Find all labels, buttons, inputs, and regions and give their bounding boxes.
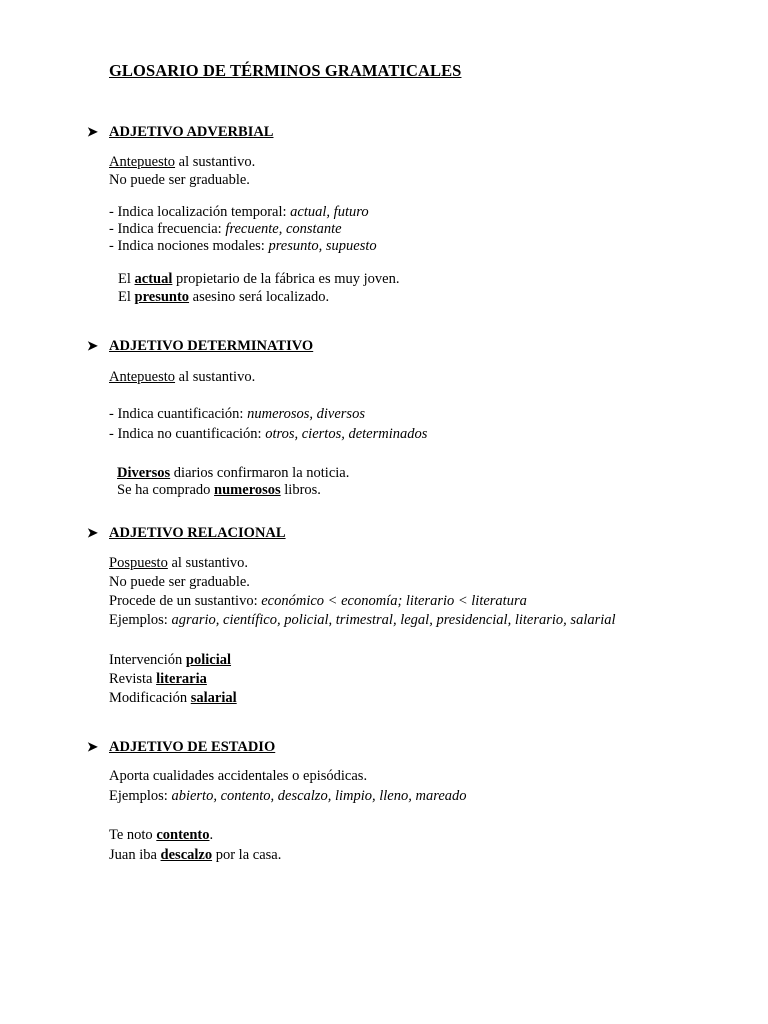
text-line: Antepuesto al sustantivo. bbox=[109, 154, 256, 170]
example-sentence: Revista literaria bbox=[109, 671, 207, 687]
arrow-bullet-icon: ➤ bbox=[87, 525, 98, 540]
arrow-bullet-icon: ➤ bbox=[87, 338, 98, 353]
text-line: Aporta cualidades accidentales o episódicas. bbox=[109, 768, 368, 784]
section-heading-relacional: ➤ ADJETIVO RELACIONAL bbox=[87, 525, 286, 541]
section-heading-estadio: ➤ ADJETIVO DE ESTADIO bbox=[87, 739, 276, 755]
example-sentence: El presunto asesino será localizado. bbox=[118, 289, 330, 305]
section-heading-determinativo: ➤ ADJETIVO DETERMINATIVO bbox=[87, 338, 314, 354]
arrow-bullet-icon: ➤ bbox=[87, 739, 98, 754]
text-line: - Indica frecuencia: frecuente, constante bbox=[109, 221, 342, 237]
text-line: - Indica localización temporal: actual, futuro bbox=[109, 204, 369, 220]
text-line: Antepuesto al sustantivo. bbox=[109, 369, 256, 385]
text-line: No puede ser graduable. bbox=[109, 574, 250, 590]
example-sentence: Se ha comprado numerosos libros. bbox=[117, 482, 321, 498]
text-line: - Indica nociones modales: presunto, supuesto bbox=[109, 238, 377, 254]
text-line: - Indica cuantificación: numerosos, diversos bbox=[109, 406, 365, 422]
arrow-bullet-icon: ➤ bbox=[87, 124, 98, 139]
example-sentence: Te noto contento. bbox=[109, 827, 214, 843]
example-sentence: Intervención policial bbox=[109, 652, 232, 668]
text-line: - Indica no cuantificación: otros, ciertos, determinados bbox=[109, 426, 428, 442]
example-sentence: Modificación salarial bbox=[109, 690, 237, 706]
example-sentence: El actual propietario de la fábrica es muy joven. bbox=[118, 271, 400, 287]
text-line: No puede ser graduable. bbox=[109, 172, 250, 188]
text-line: Pospuesto al sustantivo. bbox=[109, 555, 248, 571]
text-line: Ejemplos: abierto, contento, descalzo, limpio, lleno, mareado bbox=[109, 788, 467, 804]
text-line: Procede de un sustantivo: económico < economía; literario < literatura bbox=[109, 593, 527, 609]
example-sentence: Diversos diarios confirmaron la noticia. bbox=[117, 465, 350, 481]
document-title: GLOSARIO DE TÉRMINOS GRAMATICALES bbox=[109, 61, 462, 80]
example-sentence: Juan iba descalzo por la casa. bbox=[109, 847, 282, 863]
section-heading-adverbial: ➤ ADJETIVO ADVERBIAL bbox=[87, 124, 274, 140]
text-line: Ejemplos: agrario, científico, policial, trimestral, legal, presidencial, literario, salarial bbox=[109, 612, 616, 628]
